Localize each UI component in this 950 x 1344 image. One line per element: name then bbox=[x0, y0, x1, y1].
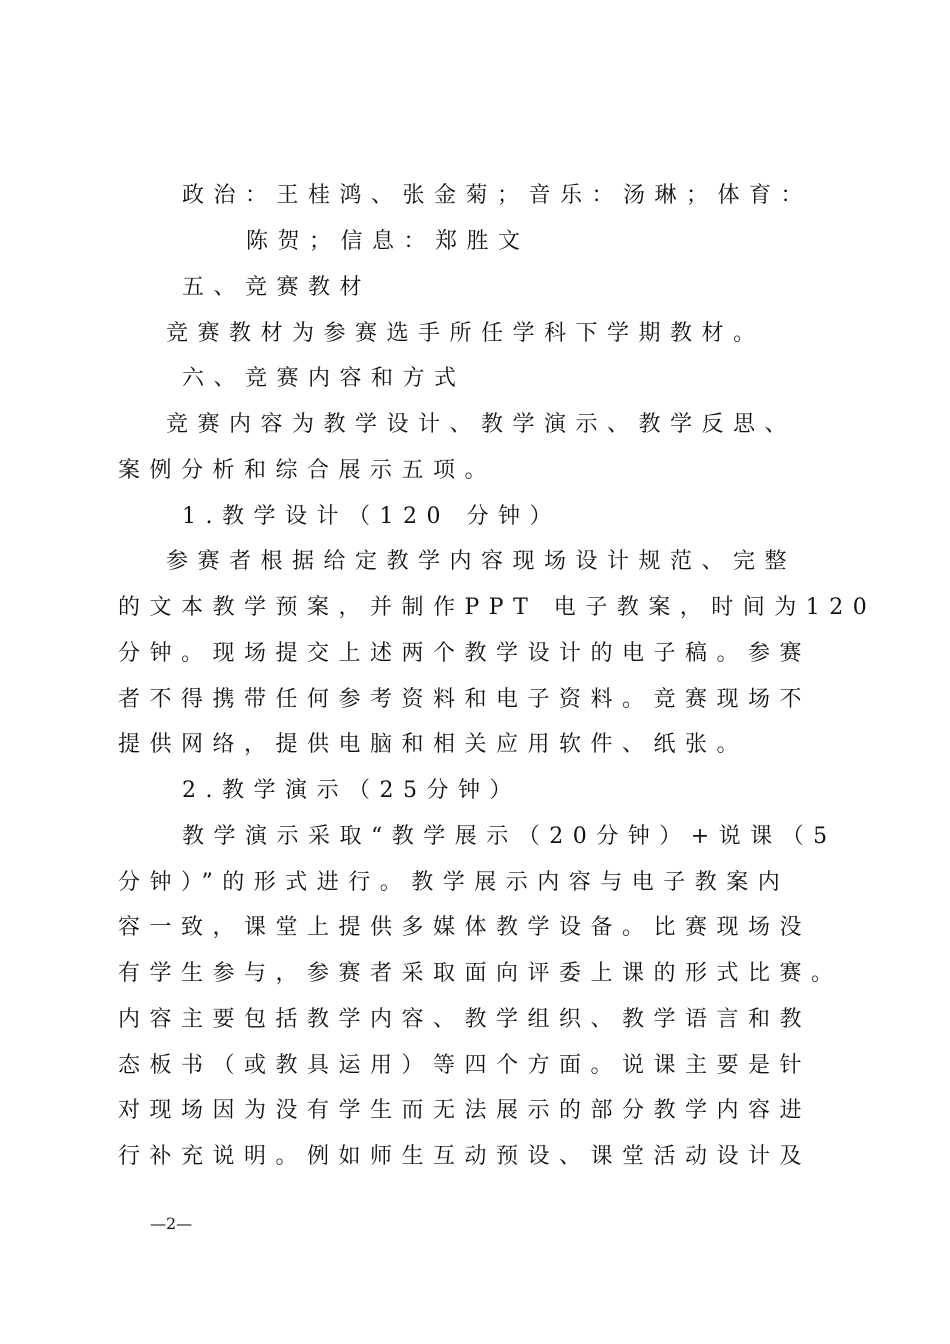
text-line-17: 容一致，课堂上提供多媒体教学设备。比赛现场没 bbox=[118, 915, 812, 940]
text-line-19: 内容主要包括教学内容、教学组织、教学语言和教 bbox=[118, 1007, 812, 1032]
text-line-18: 有学生参与，参赛者采取面向评委上课的形式比赛。 bbox=[118, 961, 843, 986]
text-line-21: 对现场因为没有学生而无法展示的部分教学内容进 bbox=[118, 1098, 812, 1123]
section-heading-6: 六、竞赛内容和方式 bbox=[182, 366, 466, 391]
text-line-12: 者不得携带任何参考资料和电子资料。竞赛现场不 bbox=[118, 687, 812, 712]
text-line-4: 竞赛教材为参赛选手所任学科下学期教材。 bbox=[166, 321, 765, 346]
subheading-teaching-design: 1.教学设计（120 分钟） bbox=[182, 504, 561, 529]
text-line-10: 的文本教学预案，并制作PPT 电子教案，时间为120 bbox=[118, 595, 877, 620]
text-line-15: 教学演示采取“教学展示（20分钟）+说课（5 bbox=[182, 824, 837, 849]
page-number: —2— bbox=[150, 1214, 193, 1233]
text-line-16: 分钟）”的形式进行。教学展示内容与电子教案内 bbox=[118, 870, 790, 895]
text-line-11: 分钟。现场提交上述两个教学设计的电子稿。参赛 bbox=[118, 641, 812, 666]
text-line-2: 陈贺；信息：郑胜文 bbox=[246, 229, 530, 254]
text-line-20: 态板书（或教具运用）等四个方面。说课主要是针 bbox=[118, 1053, 812, 1078]
section-heading-5: 五、竞赛教材 bbox=[182, 275, 372, 300]
text-line-7: 案例分析和综合展示五项。 bbox=[118, 458, 497, 483]
text-line-9: 参赛者根据给定教学内容现场设计规范、完整 bbox=[166, 549, 797, 574]
text-line-22: 行补充说明。例如师生互动预设、课堂活动设计及 bbox=[118, 1144, 812, 1169]
text-line-1: 政治：王桂鸿、张金菊；音乐：汤琳；体育： bbox=[182, 183, 813, 208]
text-line-13: 提供网络，提供电脑和相关应用软件、纸张。 bbox=[118, 732, 749, 757]
text-line-6: 竞赛内容为教学设计、教学演示、教学反思、 bbox=[166, 412, 797, 437]
subheading-teaching-demo: 2.教学演示（25分钟） bbox=[182, 778, 521, 803]
